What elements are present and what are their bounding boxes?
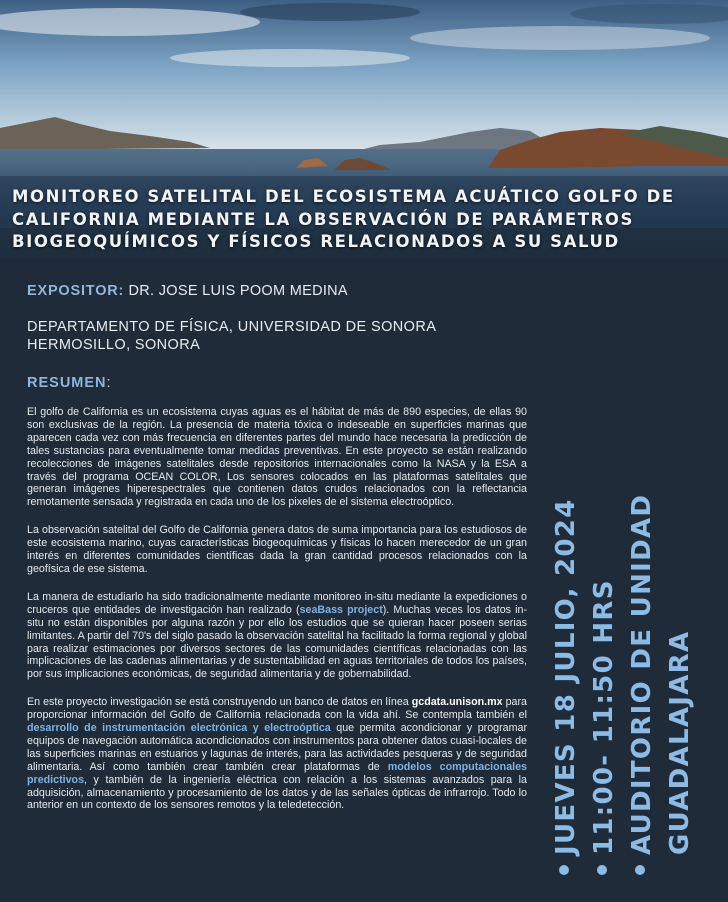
affiliation-department: DEPARTAMENTO DE FÍSICA, UNIVERSIDAD DE SONORA — [27, 319, 437, 335]
summary-paragraph-2: La observación satelital del Golfo de California genera datos de suma importancia para los estudiosos de este ecosistema marino, cuyas características biogeoquímicas y físicas lo hacen merecedor de un gran interés en diferentes comunidades científicas dada la gran cantidad procesos relacionados con la geofísica de ese sistema. — [27, 524, 527, 575]
event-info — [547, 375, 699, 875]
gcdata-url[interactable]: gcdata.unison.mx — [411, 696, 503, 709]
summary-paragraph-4 — [27, 696, 527, 812]
event-venue-continued — [661, 375, 699, 875]
bullet-icon — [597, 865, 607, 875]
summary-p4-text-c: que permita acondicionar y programar equipos de navegación automática acondicionados con instrumentos para obtener datos cuasi-locales de las superficies marinas en estuarios y lagunas de interés, para las actividades pesqueras y de seguridad alimentaria. Así como también crear también crear plataformas de — [27, 722, 527, 773]
event-time — [585, 375, 623, 875]
event-venue — [623, 375, 661, 875]
summary-p4-text-d: , y también de la ingeniería eléctrica con relación a los sistemas avanzados para la adquisición, almacenamiento y procesamiento de los datos y de las señales ópticas de infrarrojo. Todo lo anterior en un contexto de los sensores remotos y la teledetección. — [27, 773, 527, 812]
hero-photo — [0, 0, 728, 258]
summary-body — [27, 406, 527, 827]
bullet-icon — [559, 865, 569, 875]
summary-heading-text: RESUMEN — [27, 375, 107, 391]
event-date — [547, 375, 585, 875]
affiliation — [27, 318, 436, 354]
seabass-project-link[interactable]: seaBass project — [299, 603, 383, 616]
summary-p4-text-b: para proporcionar información del Golfo de California relacionada con la vida ahí. Se contempla también el — [27, 696, 527, 722]
summary-p3-text-b: ). Muchas veces los datos in-situ no están disponibles por alguna razón y por ello los estudios que se quieran hacer poseen serias limitantes. A partir del 70's del siglo pasado la observación satelital ha facilitado la forma regional y global para realizar estimaciones por diversos sectores de las comunidades científicas relacionadas con las implicaciones de las cadenas alimentarias y de sustentabilidad en aguas territoriales de todos los países, por sus implicaciones económicas, de seguridad alimentaria y de gobernabilidad. — [27, 603, 528, 681]
event-venue-text: AUDITORIO DE UNIDAD — [627, 493, 657, 855]
summary-paragraph-1: El golfo de California es un ecosistema cuyas aguas es el hábitat de más de 890 especies, de ellas 90 son exclusivas de la región. La presencia de materia tóxica o indeseable en superficies marinas que aparecen cada vez con más frecuencia en diferentes partes del mundo hace necesaria la predicción de tales sustancias para eventualmente tomar medidas preventivas. En este proyecto se están realizando recolecciones de imágenes satelitales desde repositorios internacionales como la NASA y la ESA a través del programa OCEAN COLOR, Los sensores colocados en las plataformas satelitales que generan imágenes hiperespectrales que contienen datos crudos relacionados con la reflectancia remotamente sensada y registrada en cada uno de los pixeles de el sistema electroóptico. — [27, 406, 527, 509]
speaker-name: DR. JOSE LUIS POOM MEDINA — [128, 283, 348, 299]
highlight-predictive-models: modelos computacionales predictivos — [27, 760, 527, 786]
event-date-text: JUEVES 18 JULIO, 2024 — [551, 498, 581, 855]
speaker-line — [27, 283, 348, 299]
affiliation-city: HERMOSILLO, SONORA — [27, 337, 201, 353]
summary-heading-colon: : — [106, 375, 112, 391]
bullet-icon — [635, 865, 645, 875]
page-title: MONITOREO SATELITAL DEL ECOSISTEMA ACUÁTICO GOLFO DE CALIFORNIA MEDIANTE LA OBSERVACIÓN DE PARÁMETROS BIOGEOQUÍMICOS Y FÍSICOS RELACIONADOS A SU SALUD — [12, 187, 675, 251]
summary-p4-text-a: En este proyecto investigación se está construyendo un banco de datos en línea — [27, 696, 412, 709]
event-venue-text-2: GUADALAJARA — [665, 630, 695, 855]
event-time-text: 11:00- 11:50 HRS — [589, 579, 619, 855]
highlight-instrumentation: desarrollo de instrumentación electrónica y electroóptica — [27, 722, 331, 735]
summary-heading — [27, 375, 112, 391]
summary-p3-text-a: La manera de estudiarlo ha sido tradicionalmente mediante monitoreo in-situ mediante la expediciones o cruceros que entidades de investigación han realizado ( — [27, 590, 527, 616]
summary-paragraph-3 — [27, 591, 527, 681]
speaker-label: EXPOSITOR: — [27, 283, 125, 299]
